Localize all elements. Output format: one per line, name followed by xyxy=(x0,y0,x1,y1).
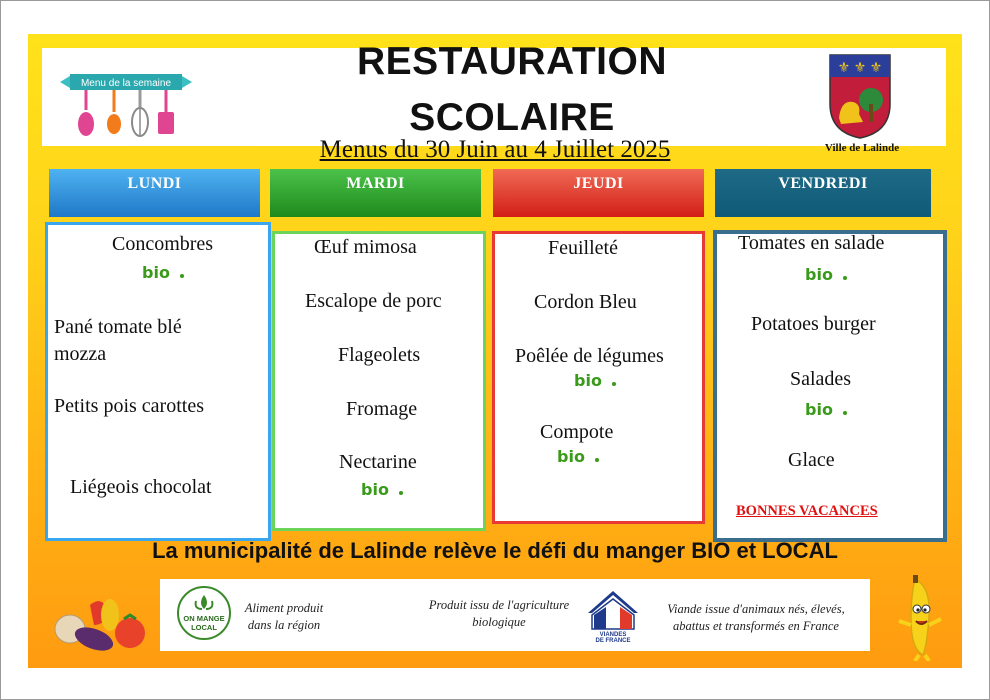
bio-label-icon xyxy=(555,446,601,466)
bio-label-icon xyxy=(803,399,849,419)
slogan: La municipalité de Lalinde relève le défi du manger BIO et LOCAL xyxy=(152,538,838,563)
svg-text:⚜ ⚜ ⚜: ⚜ ⚜ ⚜ xyxy=(837,61,883,76)
dish-monday-2: Pané tomate blé mozza xyxy=(54,316,182,365)
bio-label-icon xyxy=(572,370,618,390)
footer-vdf-text: Viande issue d'animaux nés, élevés, abattus et transformés en France xyxy=(667,602,845,633)
dish-thursday-3: Poêlée de légumes xyxy=(515,345,664,367)
kitchen-utensils-icon xyxy=(78,84,174,136)
dish-tuesday-3: Flageolets xyxy=(338,344,421,366)
svg-text:bio: bio xyxy=(142,263,170,282)
dish-tuesday-4: Fromage xyxy=(346,398,418,420)
viandes-de-france-logo xyxy=(584,589,642,643)
svg-text:VIANDES: VIANDES xyxy=(599,632,627,638)
dish-monday-4: Liégeois chocolat xyxy=(70,476,212,498)
svg-text:bio: bio xyxy=(574,371,602,390)
dish-tuesday-2: Escalope de porc xyxy=(305,290,442,312)
bio-label-icon xyxy=(359,479,405,499)
svg-text:DE FRANCE: DE FRANCE xyxy=(595,638,631,643)
day-header-monday: LUNDI xyxy=(49,169,260,217)
dish-monday-1: Concombres xyxy=(112,233,214,255)
svg-text:bio: bio xyxy=(557,447,585,466)
svg-text:ON MANGE: ON MANGE xyxy=(183,614,225,623)
dish-tuesday-5: Nectarine xyxy=(339,451,417,473)
svg-text:bio: bio xyxy=(805,265,833,284)
page-title-line1: RESTAURATION xyxy=(356,40,668,83)
day-header-tuesday: MARDI xyxy=(270,169,481,217)
crest-caption: Ville de Lalinde xyxy=(824,142,900,154)
banana-mascot-illustration xyxy=(893,575,949,661)
lalinde-crest-logo xyxy=(827,52,893,140)
dish-friday-3: Salades xyxy=(790,368,852,390)
dish-thursday-1: Feuilleté xyxy=(548,237,618,259)
dish-tuesday-1: Œuf mimosa xyxy=(314,236,417,258)
svg-text:bio: bio xyxy=(805,400,833,419)
on-mange-local-logo xyxy=(176,585,232,641)
dish-thursday-2: Cordon Bleu xyxy=(534,291,637,313)
page-title-line2: SCOLAIRE xyxy=(409,96,615,139)
dish-friday-4: Glace xyxy=(788,449,835,471)
day-header-friday: VENDREDI xyxy=(715,169,931,217)
footer-local-text: Aliment produit dans la région xyxy=(244,601,324,632)
bio-label-icon xyxy=(803,264,849,284)
dish-monday-3: Petits pois carottes xyxy=(54,395,204,417)
vegetables-illustration xyxy=(50,585,152,655)
svg-text:bio: bio xyxy=(361,480,389,499)
dish-friday-2: Potatoes burger xyxy=(751,313,876,335)
day-header-thursday: JEUDI xyxy=(493,169,704,217)
dish-thursday-4: Compote xyxy=(540,421,614,443)
bonnes-vacances-note: BONNES VACANCES xyxy=(736,503,878,519)
menu-dates: Menus du 30 Juin au 4 Juillet 2025 xyxy=(319,136,671,163)
footer-bio-text: Produit issu de l'agriculture biologique xyxy=(428,598,570,629)
menu-badge-text: Menu de la semaine xyxy=(80,78,172,89)
bio-label-icon xyxy=(140,262,186,282)
svg-text:LOCAL: LOCAL xyxy=(191,623,217,632)
dish-friday-1: Tomates en salade xyxy=(738,232,885,254)
menu-de-la-semaine-logo xyxy=(56,62,196,142)
